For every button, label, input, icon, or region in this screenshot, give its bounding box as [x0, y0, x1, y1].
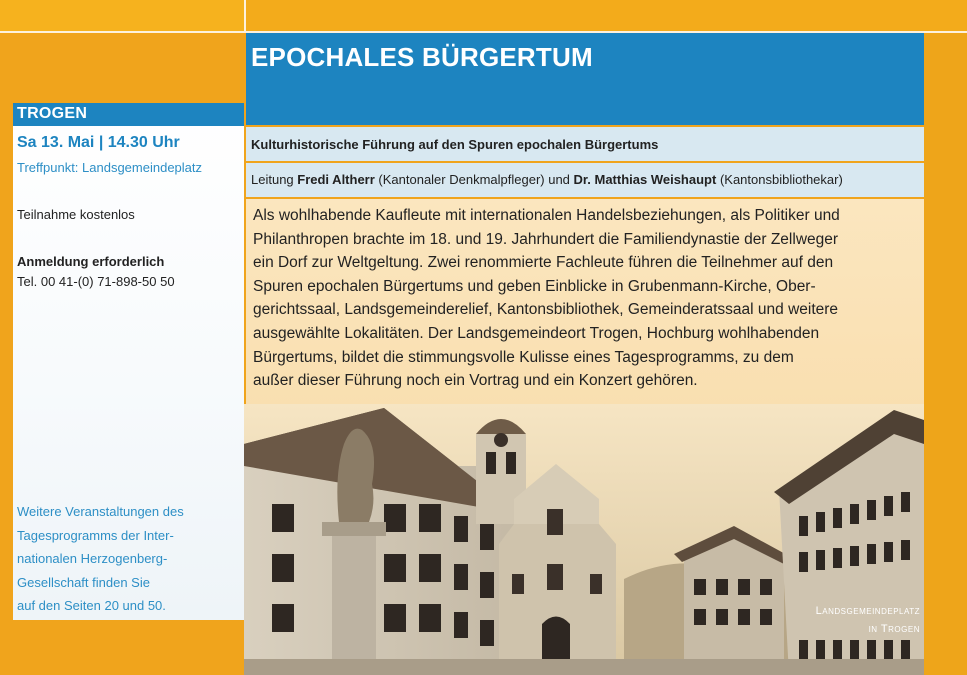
- right-strip: [924, 33, 967, 675]
- leader-role-2: (Kantonsbibliothekar): [716, 172, 843, 187]
- more-events-note: [17, 500, 237, 618]
- event-date: Sa 13. Mai | 14.30 Uhr: [17, 134, 180, 151]
- location-heading: TROGEN: [13, 103, 244, 126]
- photo-caption: [780, 602, 920, 638]
- top-band-right: [246, 0, 967, 31]
- body-line: ausgewählte Lokalitäten. Der Landsgemeindeort Trogen, Hochburg wohlhabenden: [253, 324, 820, 342]
- leader-role-1: (Kantonaler Denkmalpfleger) und: [374, 172, 574, 187]
- subtitle: Kulturhistorische Führung auf den Spuren epochalen Bürgertums: [251, 137, 659, 152]
- phone-number: Tel. 00 41-(0) 71-898-50 50: [17, 274, 175, 289]
- more-events-line: Gesellschaft finden Sie: [17, 574, 150, 590]
- body-line: ein Dorf zur Weltgeltung. Zwei renommierte Fachleute führen die Teilnehmer auf den: [253, 254, 834, 272]
- leader-name-1: Fredi Altherr: [297, 172, 375, 187]
- body-text: [253, 204, 921, 393]
- page-title: EPOCHALES BÜRGERTUM: [251, 42, 593, 72]
- body-line: Als wohlhabende Kaufleute mit internationalen Handelsbeziehungen, als Politiker und: [253, 207, 840, 224]
- more-events-line: auf den Seiten 20 und 50.: [17, 598, 166, 613]
- body-line: Bürgertums, bildet die stimmungsvolle Kulisse eines Tagesprogramms, zu dem: [253, 348, 794, 366]
- meeting-point: Treffpunkt: Landsgemeindeplatz: [17, 160, 203, 175]
- caption-line: in Trogen: [868, 623, 920, 635]
- body-line: gerichtssaal, Landsgemeinderelief, Kantonsbibliothek, Gemeinderatssaal und weitere: [253, 301, 839, 319]
- caption-line: Landsgemeindeplatz: [815, 605, 920, 617]
- more-events-line: Tagesprogramms der Inter-: [17, 527, 174, 543]
- leader-line: [251, 172, 843, 187]
- divider-vertical: [244, 0, 246, 31]
- more-events-line: Weitere Veranstaltungen des: [17, 504, 184, 519]
- leader-prefix: Leitung: [251, 172, 298, 187]
- registration-label: Anmeldung erforderlich: [17, 254, 165, 269]
- participation-info: Teilnahme kostenlos: [17, 207, 135, 222]
- more-events-line: nationalen Herzogenberg-: [17, 551, 168, 566]
- body-line: Philanthropen brachte im 18. und 19. Jahrhundert die Familiendynastie der Zellweger: [253, 230, 839, 248]
- top-band-left: [0, 0, 244, 31]
- body-line: außer dieser Führung noch ein Vortrag und ein Konzert gehören.: [253, 372, 698, 390]
- leader-name-2: Dr. Matthias Weishaupt: [573, 172, 717, 187]
- body-line: Spuren epochalen Bürgertums und geben Einblicke in Grubenmann-Kirche, Ober-: [253, 277, 816, 295]
